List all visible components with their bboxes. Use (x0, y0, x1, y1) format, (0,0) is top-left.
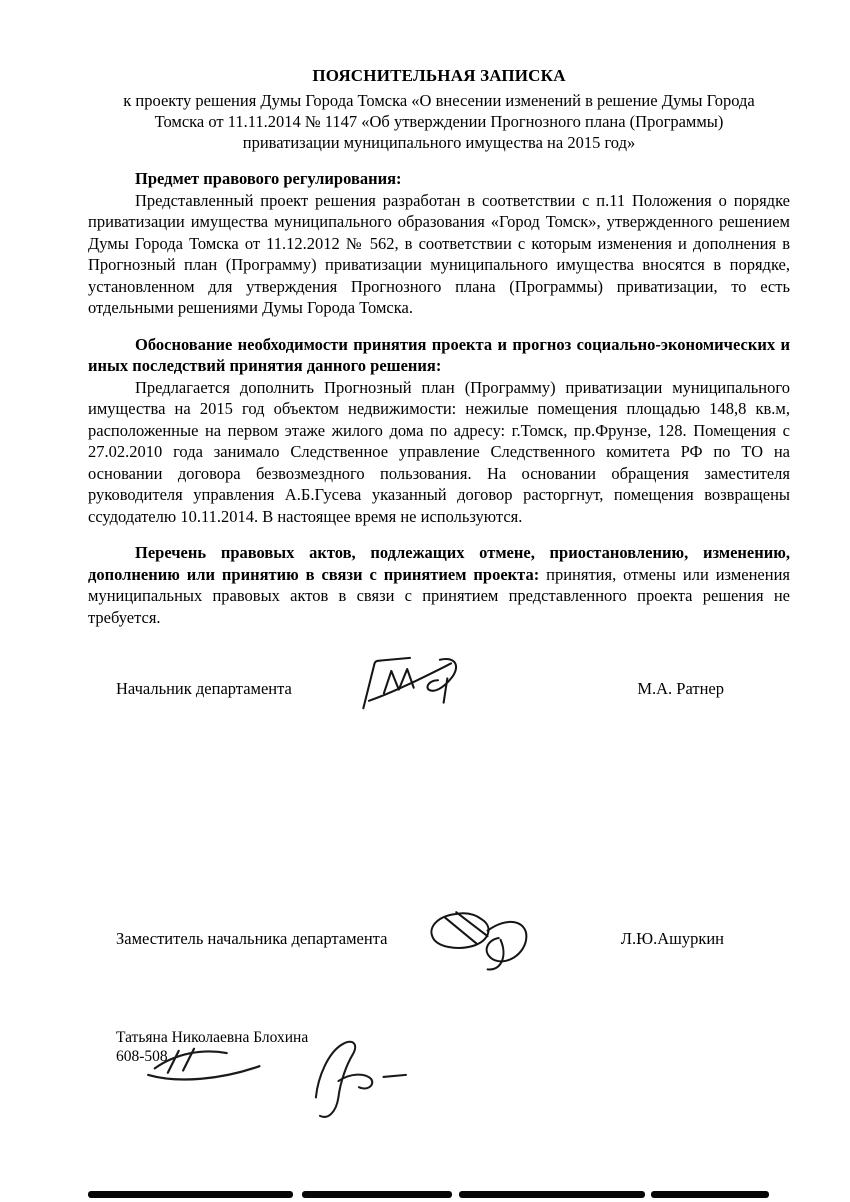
executor-name: Татьяна Николаевна Блохина (116, 1029, 309, 1046)
executor-signature-flourish (306, 1036, 422, 1122)
scan-artifact-segment (459, 1191, 645, 1198)
document-subtitle: к проекту решения Думы Города Томска «О внесении изменений в решение Думы Города Томска от 11.11.2014 № 1147 «Об утверждении Прогнозного плана (Программы) приватизации муниципального имущества на 2015 год» (123, 91, 755, 152)
scan-artifact-strip (88, 1191, 772, 1198)
section-2-heading: Обоснование необходимости принятия проекта и прогноз социально-экономических и иных последствий принятия данного решения: (88, 334, 790, 375)
section-1-heading: Предмет правового регулирования: (135, 169, 402, 188)
section-2-body: Предлагается дополнить Прогнозный план (Программу) приватизации муниципального имущества на 2015 год объектом недвижимости: нежилые помещения площадью 148,8 кв.м, расположенные на первом этаже жилого дома по адресу: г.Томск, пр.Фрунзе, 128. Помещения с 27.02.2010 года занимало Следственное управление Следственного комитета РФ по ТО на основании договора безвозмездного пользования. На основании обращения заместителя руководителя управления А.Б.Гусева указанный договор расторгнут, помещения возвращены ссудодателю 10.11.2014. В настоящее время не используются. (88, 377, 790, 526)
signatory-name-1: М.А. Ратнер (637, 679, 724, 698)
scan-artifact-segment (302, 1191, 452, 1198)
executor-signature (146, 1042, 266, 1086)
signatory-position-2: Заместитель начальника департамента (116, 929, 388, 948)
ashurkin-signature (423, 902, 543, 974)
signatory-name-2: Л.Ю.Ашуркин (620, 929, 724, 948)
signatory-position-1: Начальник департамента (116, 679, 292, 698)
scan-artifact-segment (651, 1191, 769, 1198)
signature-row-department-head (88, 654, 790, 724)
executor-phone: 608-508 (116, 1048, 168, 1065)
section-3-heading: Перечень правовых актов, подлежащих отмене, приостановлению, изменению, дополнению или принятию в связи с принятием проекта: (88, 543, 790, 584)
section-1-body: Представленный проект решения разработан в соответствии с п.11 Положения о порядке приватизации имущества муниципального образования «Город Томск», утвержденного решением Думы Города Томска от 11.12.2012 № 562, в соответствии с которым изменения и дополнения в Прогнозный план (Программу) приватизации муниципального имущества вносятся в порядке, установленном для утверждения Прогнозного плана (Программы) приватизации, то есть отдельными решениями Думы Города Томска. (88, 190, 790, 317)
section-3-paragraph (88, 542, 790, 628)
executor-block (88, 1028, 790, 1158)
signature-row-deputy-head (88, 900, 790, 978)
scan-artifact-segment (88, 1191, 293, 1198)
document-title: ПОЯСНИТЕЛЬНАЯ ЗАПИСКА (312, 66, 566, 85)
ratner-signature (354, 653, 466, 715)
section-3-body: принятия, отмены или изменения муниципальных правовых актов в связи с принятием представленного проекта решения не требуется. (88, 564, 791, 627)
